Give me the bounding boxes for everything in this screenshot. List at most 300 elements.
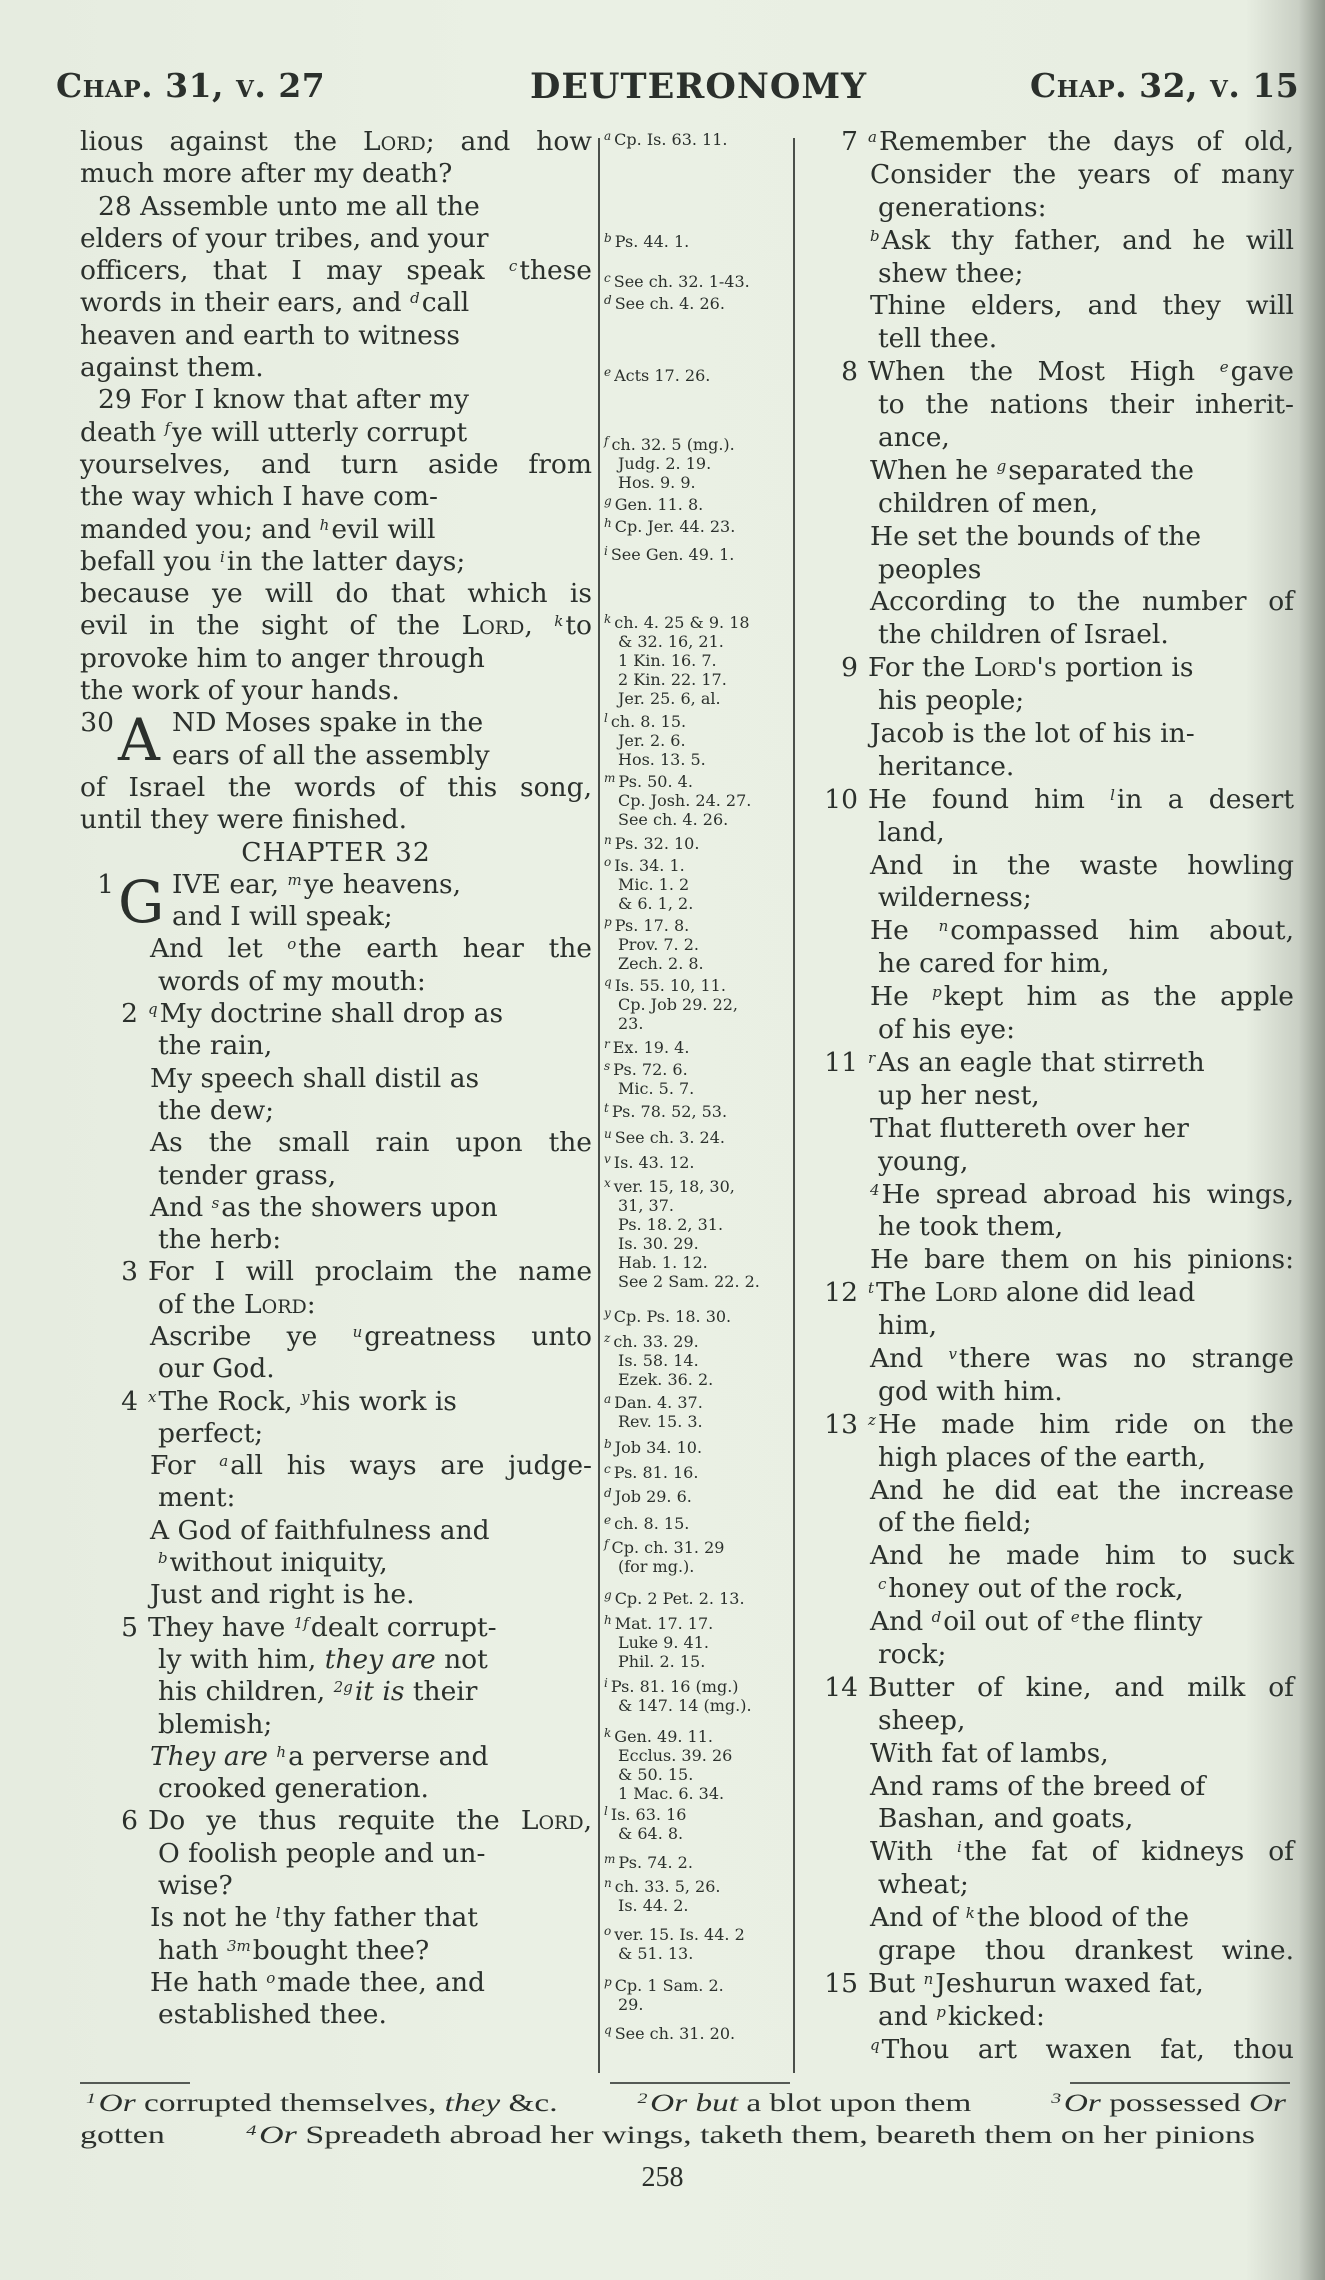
reference-marker: 1f	[293, 1613, 309, 1632]
page-number: 258	[641, 2162, 684, 2193]
verse-number: 4	[121, 1385, 138, 1417]
text-line	[80, 1547, 592, 1579]
reference-marker: s	[604, 1059, 611, 1073]
reference-marker: q	[604, 2023, 612, 2037]
reference-marker: y	[300, 1387, 310, 1406]
text-line	[822, 586, 1294, 619]
text-line	[822, 192, 1294, 225]
text-line	[80, 966, 592, 998]
text-line	[822, 1902, 1294, 1935]
text-line	[80, 255, 592, 287]
reference-line: $^h$ Mat. 17. 17.	[604, 1613, 714, 1633]
cross-reference	[604, 1128, 725, 1147]
text-line	[822, 1113, 1294, 1146]
reference-marker: m	[287, 870, 302, 889]
text-line	[822, 1244, 1294, 1277]
line-text: $^t$The Lord alone did lead	[868, 1277, 1196, 1309]
reference-marker: y	[604, 1306, 611, 1320]
reference-marker: k	[604, 612, 612, 626]
cross-reference	[604, 366, 710, 385]
line-text: grape thou drankest wine.	[878, 1934, 1294, 1966]
reference-marker: v	[948, 1344, 957, 1363]
line-text: For the Lord's portion is	[868, 652, 1194, 684]
line-text: He hath $^o$made thee, and	[150, 1966, 486, 1998]
reference-line: & 64. 8.	[618, 1824, 684, 1843]
text-line	[822, 422, 1294, 455]
reference-marker: p	[604, 915, 612, 929]
line-text: He found him $^l$in a desert	[868, 783, 1294, 815]
line-text: high places of the earth,	[878, 1441, 1207, 1473]
reference-line: 1 Mac. 6. 34.	[618, 1784, 725, 1803]
line-text: hath $^{3m}$bought thee?	[158, 1934, 430, 1966]
small-caps-word: Lord	[520, 1805, 584, 1837]
text-line	[80, 1418, 592, 1450]
reference-marker: 4	[246, 2123, 257, 2139]
text-line	[80, 1224, 592, 1256]
reference-line: Ezek. 36. 2.	[618, 1370, 714, 1389]
line-text: tender grass,	[158, 1159, 337, 1191]
text-line	[80, 514, 592, 546]
reference-line: Mic. 5. 7.	[618, 1079, 695, 1098]
reference-marker: b	[870, 226, 880, 245]
reference-marker: a	[219, 1452, 229, 1471]
line-text: land,	[878, 816, 945, 848]
reference-line: Zech. 2. 8.	[618, 954, 704, 973]
text-line	[80, 384, 592, 416]
reference-line: $^o$ Is. 34. 1.	[604, 855, 685, 875]
line-text: heritance.	[878, 750, 1015, 782]
line-text: the dew;	[158, 1094, 275, 1126]
reference-line: $^c$ Ps. 81. 16.	[604, 1462, 699, 1482]
text-line	[822, 1343, 1294, 1376]
reference-marker: b	[158, 1549, 168, 1568]
text-line	[822, 1310, 1294, 1343]
reference-line: (for mg.).	[618, 1557, 695, 1576]
reference-marker: o	[604, 855, 612, 869]
reference-marker: b	[604, 1437, 612, 1451]
line-text: manded you; and $^h$evil will	[80, 513, 436, 545]
line-text: For $^a$all his ways are judge-	[150, 1450, 593, 1482]
reference-line: Jer. 25. 6, al.	[618, 689, 721, 708]
cross-reference	[604, 495, 703, 514]
text-line	[822, 488, 1294, 521]
text-line	[80, 1289, 592, 1321]
italic-text: Or	[259, 2122, 297, 2149]
cross-reference	[604, 1877, 721, 1915]
reference-marker: i	[957, 1838, 962, 1857]
line-text: He set the bounds of the	[870, 520, 1202, 552]
text-line	[80, 643, 592, 675]
reference-marker: z	[868, 1410, 876, 1429]
reference-line: Judg. 2. 19.	[618, 454, 712, 473]
reference-marker: n	[604, 1876, 612, 1890]
reference-marker: n	[923, 1969, 934, 1988]
reference-marker: n	[938, 917, 949, 936]
reference-marker: e	[604, 365, 612, 379]
line-text: He $^p$kept him as the apple	[870, 981, 1294, 1013]
reference-line: $^g$ Cp. 2 Pet. 2. 13.	[604, 1588, 745, 1608]
line-text: the rain,	[158, 1030, 273, 1062]
text-line	[80, 1870, 592, 1902]
verse-number: 7	[841, 126, 858, 157]
reference-marker: d	[931, 1608, 942, 1627]
cross-reference	[604, 1307, 731, 1326]
reference-marker: 3	[1051, 2091, 1062, 2107]
reference-line: $^a$ Cp. Is. 63. 11.	[604, 129, 728, 149]
line-text: And rams of the breed of	[870, 1770, 1206, 1802]
reference-line: $^b$ Job 34. 10.	[604, 1437, 703, 1457]
small-caps-word: Lord's	[973, 652, 1057, 684]
reference-line: Prov. 7. 2.	[618, 935, 699, 954]
text-line	[80, 1579, 592, 1611]
cross-reference	[604, 2024, 735, 2043]
reference-line: $^k$ Gen. 49. 11.	[604, 1726, 713, 1746]
line-text: words in their ears, and $^d$call	[80, 287, 470, 319]
reference-marker: g	[604, 494, 612, 508]
verse-number: 6	[121, 1805, 138, 1837]
reference-line: $^o$ ver. 15. Is. 44. 2	[604, 1924, 745, 1944]
reference-line: Hos. 13. 5.	[618, 750, 706, 769]
verse-number: 12	[824, 1277, 858, 1309]
italic-text: Or	[98, 2090, 136, 2117]
reference-line: $^p$ Ps. 17. 8.	[604, 915, 690, 935]
footnote-rule	[1070, 2082, 1290, 2084]
text-line	[822, 225, 1294, 258]
text-line	[822, 718, 1294, 751]
text-line	[822, 258, 1294, 291]
line-text: $^q$My doctrine shall drop as	[148, 998, 504, 1030]
line-text: shew thee;	[878, 257, 1024, 289]
reference-marker: t	[604, 1101, 609, 1115]
reference-marker: b	[604, 231, 612, 245]
text-line	[822, 1705, 1294, 1738]
text-line	[80, 1515, 592, 1547]
verse-number: 9	[841, 652, 858, 684]
reference-marker: x	[148, 1387, 157, 1406]
text-line	[80, 126, 592, 158]
line-text: That fluttereth over her	[870, 1112, 1189, 1144]
line-text: But $^n$Jeshurun waxed fat,	[868, 1967, 1204, 1999]
text-line	[822, 850, 1294, 883]
text-line	[80, 1644, 592, 1676]
line-text: and $^p$kicked:	[878, 2000, 1045, 2032]
text-line	[80, 933, 592, 965]
column-divider-left	[598, 138, 600, 2073]
cross-reference	[604, 1514, 689, 1533]
left-text-column	[80, 126, 592, 2032]
line-text: O foolish people and un-	[158, 1837, 486, 1869]
reference-marker: f	[604, 434, 609, 448]
reference-marker: o	[287, 935, 297, 954]
text-line	[80, 1321, 592, 1353]
text-line	[80, 772, 592, 804]
line-text: because ye will do that which is	[80, 578, 592, 610]
line-text: the work of your hands.	[80, 675, 400, 707]
reference-marker: i	[604, 544, 608, 558]
reference-line: $^g$ Gen. 11. 8.	[604, 494, 704, 514]
reference-line: $^d$ Job 29. 6.	[604, 1486, 692, 1506]
reference-marker: d	[604, 293, 612, 307]
reference-marker: i	[604, 1676, 608, 1690]
line-text: And he made him to suck	[870, 1540, 1294, 1572]
line-text: the way which I have com-	[80, 481, 438, 513]
text-line	[80, 158, 592, 190]
text-line	[822, 389, 1294, 422]
text-line	[80, 1192, 592, 1224]
text-line	[80, 417, 592, 449]
text-line	[822, 323, 1294, 356]
running-head-left: Chap. 31, v. 27	[56, 66, 326, 105]
text-line	[80, 1838, 592, 1870]
cross-reference	[604, 1589, 745, 1608]
text-line	[822, 1475, 1294, 1508]
line-text: ly with him, they are not	[158, 1643, 488, 1675]
line-text: Butter of kine, and milk of	[868, 1671, 1294, 1703]
line-text: until they were finished.	[80, 804, 408, 836]
reference-line: 1 Kin. 16. 7.	[618, 651, 717, 670]
line-text: And $^v$there was no strange	[870, 1342, 1294, 1374]
reference-line: Is. 30. 29.	[618, 1234, 699, 1253]
small-caps-word: Lord	[934, 1277, 998, 1309]
reference-marker: o	[604, 1924, 612, 1938]
text-line	[80, 223, 592, 255]
right-text-column	[822, 126, 1294, 2067]
reference-marker: x	[604, 1176, 611, 1190]
cross-reference	[604, 834, 699, 853]
text-line	[822, 159, 1294, 192]
cross-reference	[604, 272, 750, 291]
text-line	[822, 1968, 1294, 2001]
book-title: DEUTERONOMY	[530, 66, 868, 107]
reference-marker: l	[275, 1904, 281, 1923]
verse-number: 11	[824, 1046, 858, 1078]
line-text: children of men,	[878, 487, 1099, 519]
text-line	[80, 1612, 592, 1644]
line-text: $^a$Remember the days of old,	[868, 126, 1294, 157]
text-line	[80, 1935, 592, 1967]
text-line	[822, 1409, 1294, 1442]
reference-marker: g	[604, 1588, 612, 1602]
line-text: When the Most High $^e$gave	[868, 356, 1294, 388]
line-text: and I will speak;	[172, 901, 393, 933]
reference-line: $^r$ Ex. 19. 4.	[604, 1037, 690, 1057]
footnote-rule	[610, 2082, 790, 2084]
line-text: $^b$without iniquity,	[158, 1547, 388, 1579]
text-line	[80, 1902, 592, 1934]
reference-line: $^p$ Cp. 1 Sam. 2.	[604, 1975, 724, 1995]
text-line	[822, 521, 1294, 554]
reference-marker: a	[604, 129, 612, 143]
text-line	[822, 915, 1294, 948]
line-text: ance,	[878, 422, 950, 454]
footnote-line: gotten $^4$ Or Spreadeth abroad her wings, taketh them, beareth them on her pinions	[80, 2122, 1255, 2149]
cross-reference	[604, 772, 751, 829]
small-caps-word: Lord	[244, 1288, 307, 1320]
line-text: IVE ear, $^m$ye heavens,	[172, 868, 462, 900]
verse-number: 1	[97, 868, 114, 900]
reference-marker: i	[220, 547, 225, 566]
reference-marker: l	[604, 711, 608, 725]
cross-reference	[604, 856, 693, 913]
text-line	[822, 356, 1294, 389]
line-text: peoples	[878, 553, 982, 585]
reference-line: 23.	[618, 1014, 644, 1033]
cross-reference	[604, 1538, 724, 1576]
reference-line: $^n$ ch. 33. 5, 26.	[604, 1876, 721, 1896]
line-text: $^4$He spread abroad his wings,	[870, 1178, 1294, 1210]
line-text: They are $^h$a perverse and	[150, 1740, 489, 1772]
line-text: the children of Israel.	[878, 619, 1169, 651]
line-text: My speech shall distil as	[150, 1062, 480, 1094]
verse-number: 13	[824, 1408, 858, 1440]
text-line	[822, 1540, 1294, 1573]
text-line	[80, 1450, 592, 1482]
text-line	[80, 1063, 592, 1095]
italic-text: Or but	[650, 2090, 739, 2117]
line-text: $^z$He made him ride on the	[868, 1408, 1294, 1440]
reference-marker: m	[604, 771, 616, 785]
cross-reference	[604, 1393, 703, 1431]
text-line	[80, 1999, 592, 2031]
text-line	[822, 126, 1294, 159]
reference-marker: 2g	[333, 1678, 353, 1697]
line-text: lious against the Lord; and how	[80, 126, 592, 157]
reference-marker: t	[868, 1279, 875, 1298]
reference-line: $^c$ See ch. 32. 1-43.	[604, 271, 750, 291]
cross-reference	[604, 1153, 694, 1172]
reference-line: $^y$ Cp. Ps. 18. 30.	[604, 1306, 732, 1326]
reference-line: See ch. 4. 26.	[618, 810, 729, 829]
reference-marker: k	[554, 612, 564, 631]
text-line	[822, 1606, 1294, 1639]
line-text: sheep,	[878, 1704, 966, 1736]
line-text: officers, that I may speak $^c$these	[80, 255, 592, 287]
reference-marker: 2	[637, 2091, 648, 2107]
reference-line: 2 Kin. 22. 17.	[618, 670, 727, 689]
column-divider-right	[793, 138, 795, 2073]
reference-marker: d	[604, 1486, 612, 1500]
line-text: wise?	[158, 1870, 233, 1902]
cross-reference	[604, 916, 704, 973]
reference-line: & 51. 13.	[618, 1944, 694, 1963]
text-line	[822, 751, 1294, 784]
text-line	[822, 1080, 1294, 1113]
cross-reference	[604, 1038, 689, 1057]
line-text: When he $^g$separated the	[870, 454, 1194, 486]
line-text: And he did eat the increase	[870, 1474, 1294, 1506]
line-text: According to the number of	[870, 586, 1294, 618]
reference-line: $^i$ Ps. 81. 16 (mg.)	[604, 1676, 739, 1696]
reference-line: $^e$ ch. 8. 15.	[604, 1513, 690, 1533]
text-line	[80, 578, 592, 610]
reference-marker: 1	[86, 2091, 96, 2107]
reference-line: $^h$ Cp. Jer. 44. 23.	[604, 516, 736, 536]
line-text: him,	[878, 1310, 938, 1342]
reference-line: $^q$ See ch. 31. 20.	[604, 2023, 736, 2043]
line-text: of Israel the words of this song,	[80, 771, 592, 803]
italic-text: Or	[1248, 2090, 1286, 2117]
reference-marker: c	[508, 257, 518, 276]
reference-marker: c	[604, 1462, 611, 1476]
text-line	[822, 1935, 1294, 1968]
line-text: He bare them on his pinions:	[870, 1244, 1294, 1276]
line-text: Thine elders, and they will	[870, 290, 1294, 322]
text-line	[80, 1127, 592, 1159]
line-text: rock;	[878, 1638, 947, 1670]
reference-line: $^s$ Ps. 72. 6.	[604, 1059, 688, 1079]
text-line	[822, 1507, 1294, 1540]
line-text: elders of your tribes, and your	[80, 222, 489, 254]
line-text: And $^s$as the showers upon	[150, 1191, 498, 1223]
reference-line: Luke 9. 41.	[618, 1633, 709, 1652]
text-line	[80, 1160, 592, 1192]
line-text: As the small rain upon the	[150, 1127, 592, 1159]
reference-marker: z	[604, 1331, 611, 1345]
text-line	[822, 1376, 1294, 1409]
reference-line: Cp. Job 29. 22,	[618, 995, 739, 1014]
text-line	[80, 1482, 592, 1514]
reference-line: See 2 Sam. 22. 2.	[618, 1272, 760, 1291]
reference-marker: u	[604, 1127, 612, 1141]
text-line	[80, 1676, 592, 1708]
text-line	[822, 1573, 1294, 1606]
verse-number: 14	[824, 1671, 858, 1703]
line-text: heaven and earth to witness	[80, 319, 461, 351]
line-text: provoke him to anger through	[80, 642, 485, 674]
footnote-line: $^1$ Or corrupted themselves, they &c. $^2$ Or but a blot upon them $^3$ Or possessed Or	[86, 2090, 1286, 2117]
cross-reference	[604, 1677, 752, 1715]
cross-reference	[604, 712, 706, 769]
text-line	[80, 320, 592, 352]
reference-line: Hos. 9. 9.	[618, 473, 696, 492]
reference-line: $^l$ ch. 8. 15.	[604, 711, 687, 731]
line-text: young,	[878, 1145, 969, 1177]
reference-marker: q	[148, 1000, 158, 1019]
reference-marker: f	[164, 418, 171, 437]
line-text: perfect;	[158, 1417, 264, 1449]
reference-marker: e	[1219, 358, 1229, 377]
drop-cap: A	[118, 706, 160, 775]
text-line	[822, 948, 1294, 981]
cross-reference	[604, 1102, 727, 1121]
text-line	[80, 740, 592, 772]
reference-line: $^i$ See Gen. 49. 1.	[604, 544, 735, 564]
reference-marker: p	[604, 1975, 612, 1989]
line-text: Bashan, and goats,	[878, 1803, 1134, 1835]
reference-marker: s	[211, 1193, 220, 1212]
line-text: Do ye thus requite the Lord,	[148, 1805, 592, 1837]
line-text: $^r$As an eagle that stirreth	[868, 1046, 1205, 1078]
line-text: crooked generation.	[158, 1773, 429, 1805]
reference-line: Cp. Josh. 24. 27.	[618, 791, 752, 810]
cross-reference	[604, 1487, 692, 1506]
text-line	[80, 837, 592, 869]
line-text: befall you $^i$in the latter days;	[80, 545, 466, 577]
line-text: With $^i$the fat of kidneys of	[870, 1836, 1294, 1868]
line-text: $^q$Thou art waxen fat, thou	[870, 2033, 1294, 2065]
text-line	[822, 619, 1294, 652]
reference-marker: f	[604, 1537, 609, 1551]
reference-marker: o	[266, 1968, 276, 1987]
text-line	[80, 1741, 592, 1773]
reference-line: $^a$ Dan. 4. 37.	[604, 1392, 703, 1412]
italic-text: Or	[1063, 2090, 1101, 2117]
line-text: $^x$The Rock, $^y$his work is	[148, 1385, 457, 1417]
reference-marker: g	[996, 456, 1007, 475]
reference-marker: q	[870, 2035, 880, 2054]
reference-marker: d	[410, 289, 420, 308]
line-text: Jacob is the lot of his in-	[870, 718, 1195, 750]
